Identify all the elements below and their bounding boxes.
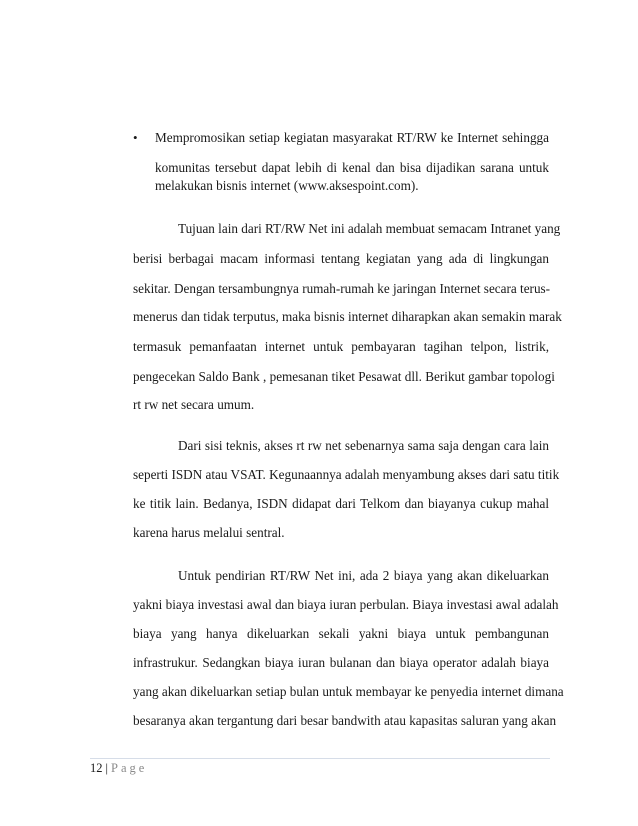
paragraph-line: yakni biaya investasi awal dan biaya iuran perbulan. Biaya investasi awal adalah [133, 597, 559, 612]
paragraph-line: Dari sisi teknis, akses rt rw net sebenarnya sama saja dengan cara lain [178, 438, 549, 453]
paragraph-line: infrastrukur. Sedangkan biaya iuran bulanan dan biaya operator adalah biaya [133, 655, 549, 670]
paragraph-line: Tujuan lain dari RT/RW Net ini adalah membuat semacam Intranet yang [178, 221, 561, 236]
paragraph-line: biaya yang hanya dikeluarkan sekali yakni biaya untuk pembangunan [133, 626, 549, 641]
page-number: 12 [90, 761, 103, 775]
paragraph-line: sekitar. Dengan tersambungnya rumah-rumah ke jaringan Internet secara terus- [133, 281, 551, 296]
paragraph-line: pengecekan Saldo Bank , pemesanan tiket Pesawat dll. Berikut gambar topologi [133, 369, 555, 384]
paragraph-line: berisi berbagai macam informasi tentang kegiatan yang ada di lingkungan [133, 251, 549, 266]
bullet-line: melakukan bisnis internet (www.aksespoint.com). [155, 178, 419, 193]
paragraph-line: karena harus melalui sentral. [133, 525, 285, 540]
paragraph-line: besaranya akan tergantung dari besar bandwith atau kapasitas saluran yang akan [133, 713, 557, 728]
paragraph-line: seperti ISDN atau VSAT. Kegunaannya adalah menyambung akses dari satu titik [133, 467, 560, 482]
footer-divider [90, 758, 550, 759]
paragraph-line: rt rw net secara umum. [133, 397, 255, 412]
paragraph-line: menerus dan tidak terputus, maka bisnis internet diharapkan akan semakin marak [133, 309, 562, 324]
bullet-icon: • [133, 130, 138, 145]
paragraph-line: Untuk pendirian RT/RW Net ini, ada 2 biaya yang akan dikeluarkan [178, 568, 549, 583]
bullet-line: komunitas tersebut dapat lebih di kenal dan bisa dijadikan sarana untuk [155, 160, 549, 175]
footer-separator: | [105, 761, 109, 775]
page-label: Page [111, 761, 148, 775]
paragraph-line: termasuk pemanfaatan internet untuk pembayaran tagihan telpon, listrik, [133, 339, 549, 354]
paragraph-line: yang akan dikeluarkan setiap bulan untuk membayar ke penyedia internet dimana [133, 684, 564, 699]
bullet-line: Mempromosikan setiap kegiatan masyarakat RT/RW ke Internet sehingga [155, 130, 549, 145]
page-footer [90, 760, 147, 776]
paragraph-line: ke titik lain. Bedanya, ISDN didapat dari Telkom dan biayanya cukup mahal [133, 496, 549, 511]
